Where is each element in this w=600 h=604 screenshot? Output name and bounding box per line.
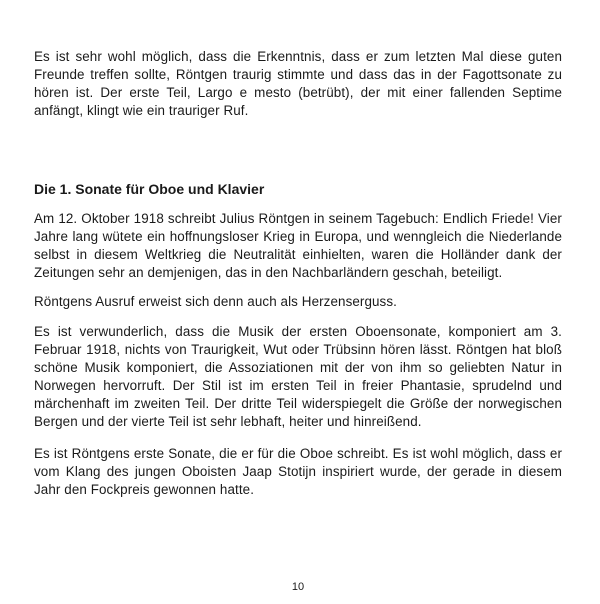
paragraph-outcry: Röntgens Ausruf erweist sich denn auch als Herzenserguss. [34,294,397,309]
paragraph-diary-entry: Am 12. Oktober 1918 schreibt Julius Röntgen in seinem Tagebuch: Endlich Friede! Vier Jahre lang wütete ein hoffnungsloser Krieg in Europa, und wenngleich die Niederlande selbst in diesem Weltkrieg die Neutralität einhielten, waren die Holländer dank der Zeitungen sehr an demjenigen, das in den Nachbarländern geschah, beteiligt. [34,211,562,280]
paragraph-first-oboe-sonata: Es ist verwunderlich, dass die Musik der ersten Oboensonate, komponiert am 3. Februar 1918, nichts von Traurigkeit, Wut oder Trübsinn hören lässt. Röntgen hat bloß schöne Musik komponiert, die Assoziationen mit der von ihm so geliebten Natur in Norwegen hervorruft. Der Stil ist im ersten Teil in freier Phantasie, sprudelnd und märchenhaft im zweiten Teil. Der dritte Teil widerspiegelt die Größe der norwegischen Bergen und der vierte Teil ist sehr lebhaft, heiter und hinreißend. [34,324,562,429]
document-page [34,0,562,604]
intro-paragraph: Es ist sehr wohl möglich, dass die Erkenntnis, dass er zum letzten Mal diese guten Freunde treffen sollte, Röntgen traurig stimmte und dass das in der Fagottsonate zu hören ist. Der erste Teil, Largo e mesto (betrübt), der mit einer fallenden Septime anfängt, klingt wie ein trauriger Ruf. [34,49,562,118]
page-number: 10 [291,581,305,593]
paragraph-first-sonata-for-oboe: Es ist Röntgens erste Sonate, die er für die Oboe schreibt. Es ist wohl möglich, dass er vom Klang des jungen Oboisten Jaap Stotijn inspiriert wurde, der gerade in diesem Jahr den Fockpreis gewonnen hatte. [34,446,562,497]
section-heading: Die 1. Sonate für Oboe und Klavier [34,181,265,197]
